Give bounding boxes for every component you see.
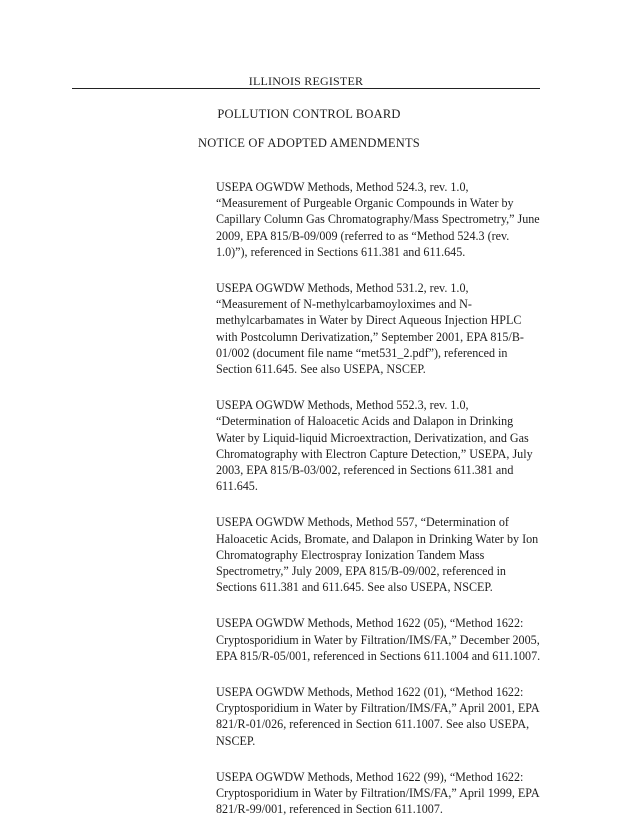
reference-line: USEPA OGWDW Methods, Method 1622 (05), “Method 1622: bbox=[216, 616, 524, 631]
reference-line: USEPA OGWDW Methods, Method 524.3, rev. 1.0, bbox=[216, 180, 469, 194]
reference-line: with Postcolumn Derivatization,” September 2001, EPA 815/B- bbox=[216, 329, 524, 344]
reference-line: Haloacetic Acids, Bromate, and Dalapon in Drinking Water by Ion bbox=[216, 531, 539, 546]
reference-entry bbox=[216, 397, 548, 494]
board-name: POLLUTION CONTROL BOARD bbox=[217, 107, 401, 121]
reference-line: 611.645. bbox=[216, 479, 258, 494]
reference-line: 01/002 (document file name “met531_2.pdf”), referenced in bbox=[216, 345, 508, 360]
reference-line: methylcarbamates in Water by Direct Aqueous Injection HPLC bbox=[216, 313, 522, 328]
reference-line: “Measurement of N-methylcarbamoyloximes and N- bbox=[216, 297, 472, 312]
reference-entry bbox=[216, 615, 548, 664]
reference-entry bbox=[216, 280, 548, 377]
reference-line: 1.0)”), referenced in Sections 611.381 and 611.645. bbox=[216, 244, 466, 259]
reference-line: NSCEP. bbox=[216, 733, 256, 748]
reference-line: USEPA OGWDW Methods, Method 531.2, rev. 1.0, bbox=[216, 281, 469, 296]
reference-line: EPA 815/R-05/001, referenced in Sections 611.1004 and 611.1007. bbox=[216, 648, 541, 663]
reference-line: USEPA OGWDW Methods, Method 1622 (99), “Method 1622: bbox=[216, 769, 524, 784]
reference-line: Cryptosporidium in Water by Filtration/IMS/FA,” April 1999, EPA bbox=[216, 786, 540, 801]
reference-line: Capillary Column Gas Chromatography/Mass Spectrometry,” June bbox=[216, 212, 540, 227]
reference-line: Cryptosporidium in Water by Filtration/IMS/FA,” April 2001, EPA bbox=[216, 701, 540, 716]
page-header bbox=[72, 74, 540, 90]
reference-line: 2003, EPA 815/B-03/002, referenced in Sections 611.381 and bbox=[216, 463, 514, 478]
reference-line: USEPA OGWDW Methods, Method 552.3, rev. 1.0, bbox=[216, 398, 469, 413]
reference-line: Water by Liquid-liquid Microextraction, Derivatization, and Gas bbox=[216, 430, 529, 445]
reference-line: Chromatography with Electron Capture Detection,” USEPA, July bbox=[216, 446, 533, 461]
reference-line: 821/R-99/001, referenced in Section 611.1007. bbox=[216, 802, 443, 817]
reference-line: USEPA OGWDW Methods, Method 1622 (01), “Method 1622: bbox=[216, 685, 524, 700]
reference-line: 2009, EPA 815/B-09/009 (referred to as “Method 524.3 (rev. bbox=[216, 228, 510, 243]
reference-line: Section 611.645. See also USEPA, NSCEP. bbox=[216, 362, 426, 377]
notice-title: NOTICE OF ADOPTED AMENDMENTS bbox=[198, 136, 420, 150]
reference-line: Cryptosporidium in Water by Filtration/IMS/FA,” December 2005, bbox=[216, 632, 540, 647]
header-rule bbox=[72, 88, 540, 89]
reference-entry bbox=[216, 179, 548, 260]
register-title: ILLINOIS REGISTER bbox=[248, 74, 364, 88]
reference-line: USEPA OGWDW Methods, Method 557, “Determination of bbox=[216, 515, 509, 530]
reference-line: Chromatography Electrospray Ionization Tandem Mass bbox=[216, 547, 485, 562]
reference-entry bbox=[216, 769, 548, 818]
reference-line: Sections 611.381 and 611.645. See also USEPA, NSCEP. bbox=[216, 580, 493, 595]
reference-entry bbox=[216, 514, 548, 595]
reference-line: Spectrometry,” July 2009, EPA 815/B-09/002, referenced in bbox=[216, 564, 506, 579]
reference-line: 821/R-01/026, referenced in Section 611.1007. See also USEPA, bbox=[216, 717, 530, 732]
reference-list bbox=[216, 179, 548, 838]
reference-line: “Measurement of Purgeable Organic Compounds in Water by bbox=[216, 196, 514, 211]
reference-entry bbox=[216, 684, 548, 749]
reference-line: “Determination of Haloacetic Acids and Dalapon in Drinking bbox=[216, 414, 514, 429]
